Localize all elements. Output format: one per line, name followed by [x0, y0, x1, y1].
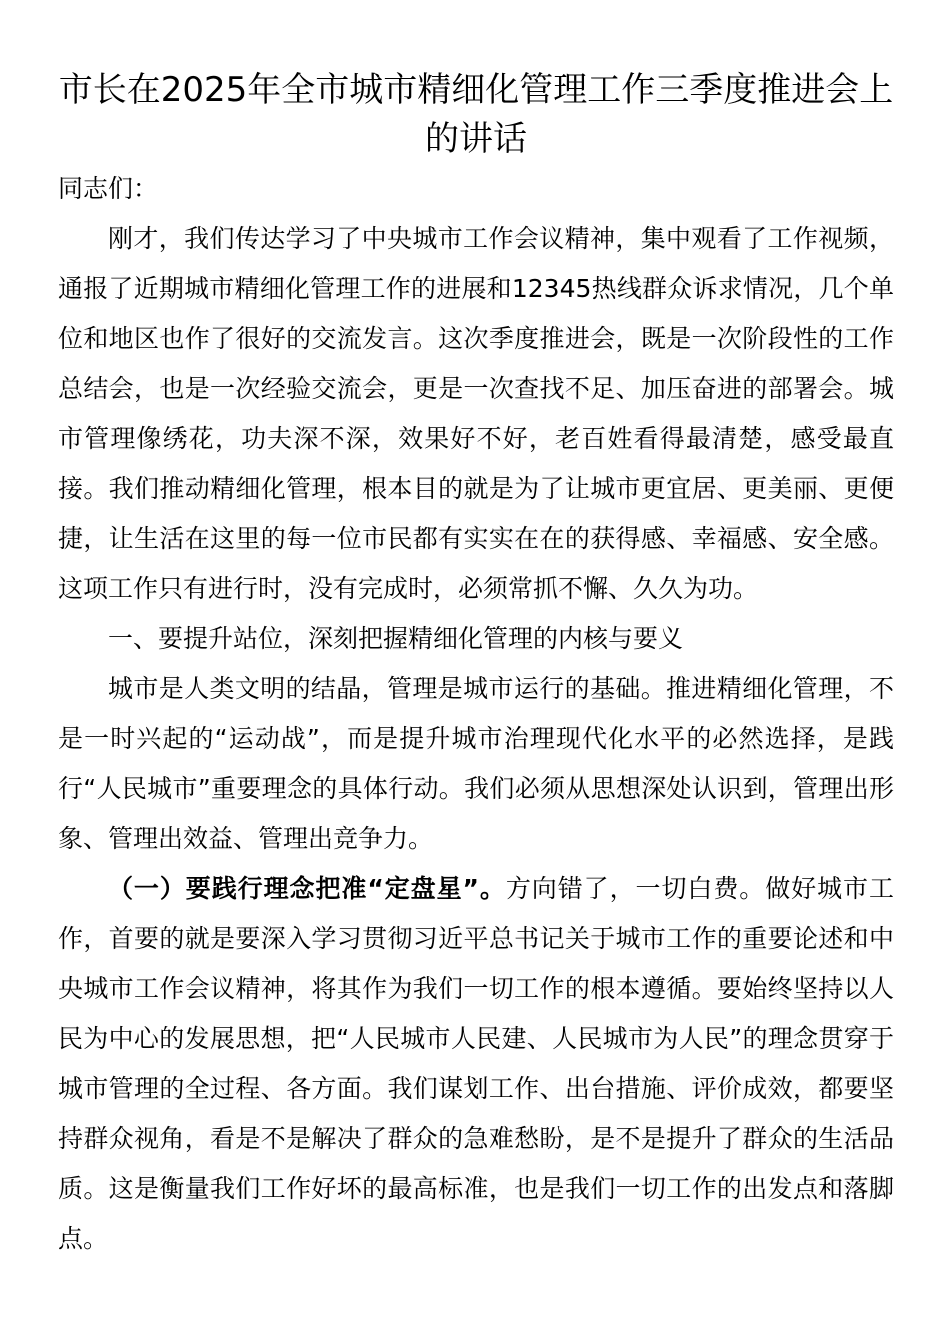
salutation: 同志们：	[58, 174, 159, 203]
subsection-1-paragraph	[58, 864, 894, 1264]
opening-paragraph: 刚才，我们传达学习了中央城市工作会议精神，集中观看了工作视频，通报了近期城市精细化管理工作的进展和12345热线群众诉求情况，几个单位和地区也作了很好的交流发言。这次季度推进会，既是一次阶段性的工作总结会，也是一次经验交流会，更是一次查找不足、加压奋进的部署会。城市管理像绣花，功夫深不深，效果好不好，老百姓看得最清楚，感受最直接。我们推动精细化管理，根本目的就是为了让城市更宜居、更美丽、更便捷，让生活在这里的每一位市民都有实实在在的获得感、幸福感、安全感。这项工作只有进行时，没有完成时，必须常抓不懈、久久为功。	[58, 224, 894, 603]
section-1-heading: 一、要提升站位，深刻把握精细化管理的内核与要义	[108, 624, 684, 653]
document-title: 市长在2025年全市城市精细化管理工作三季度推进会上的讲话	[58, 70, 894, 159]
section-1-intro-paragraph: 城市是人类文明的结晶，管理是城市运行的基础。推进精细化管理，不是一时兴起的“运动战”，而是提升城市治理现代化水平的必然选择，是践行“人民城市”重要理念的具体行动。我们必须从思想深处认识到，管理出形象、管理出效益、管理出竞争力。	[58, 674, 894, 853]
document-page	[58, 66, 894, 1264]
subsection-1-lead: （一）要践行理念把准“定盘星”。	[108, 874, 506, 903]
subsection-1-body: 方向错了，一切白费。做好城市工作，首要的就是要深入学习贯彻习近平总书记关于城市工作的重要论述和中央城市工作会议精神，将其作为我们一切工作的根本遵循。要始终坚持以人民为中心的发展思想，把“人民城市人民建、人民城市为人民”的理念贯穿于城市管理的全过程、各方面。我们谋划工作、出台措施、评价成效，都要坚持群众视角，看是不是解决了群众的急难愁盼，是不是提升了群众的生活品质。这是衡量我们工作好坏的最高标准，也是我们一切工作的出发点和落脚点。	[58, 874, 894, 1253]
